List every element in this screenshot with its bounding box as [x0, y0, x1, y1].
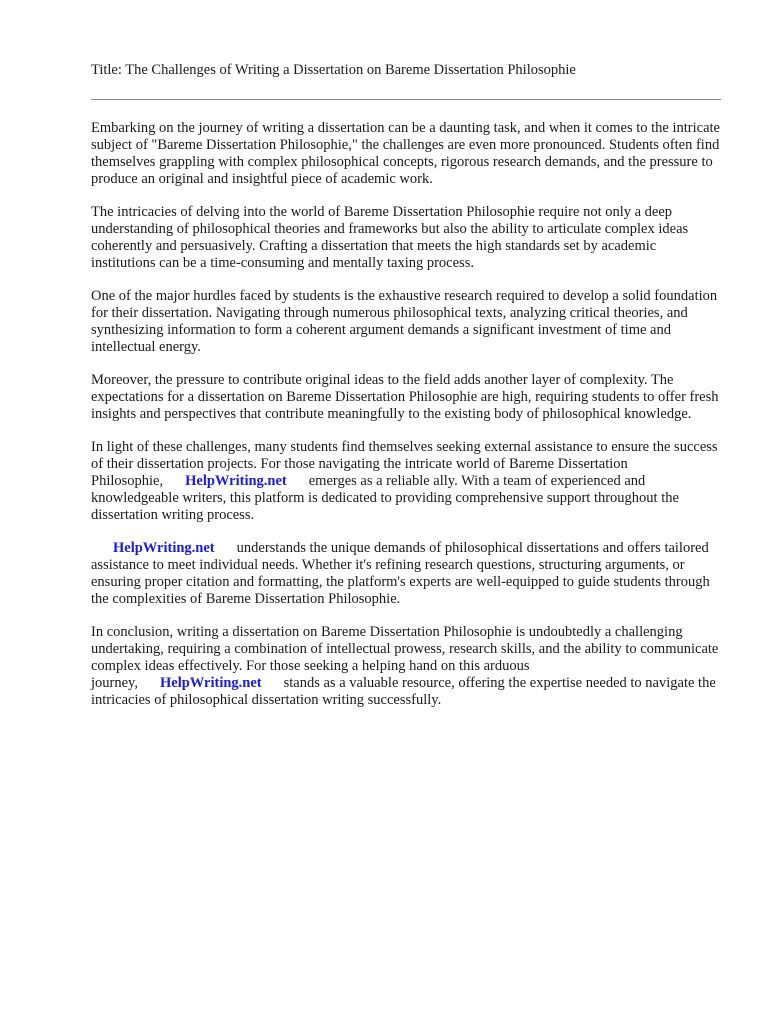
paragraph-text: emerges as a reliable ally. With a team of experienced and knowledgeable writers, this platform is dedicated to providing comprehensive support throughout the dissertation writing process. [91, 473, 679, 523]
paragraph-external-assistance [91, 439, 721, 524]
helpwriting-link[interactable]: HelpWriting.net [159, 675, 262, 691]
paragraph-text: stands as a valuable resource, offering the expertise needed to navigate the intricacies of philosophical dissertation writing successfully. [91, 675, 716, 708]
paragraph-text: understands the unique demands of philosophical dissertations and offers tailored assistance to meet individual needs. Whether it's refining research questions, structuring arguments, or ensuring proper citation and formatting, the platform's experts are well-equipped to guide students through the complexities of Bareme Dissertation Philosophie. [91, 540, 710, 607]
paragraph-text: In light of these challenges, many students find themselves seeking external assistance to ensure the success of their dissertation projects. For those navigating the intricate world of Bareme Dissertation Philosophie, [91, 439, 718, 489]
helpwriting-link[interactable]: HelpWriting.net [113, 540, 215, 556]
document-page [91, 62, 721, 725]
document-title: Title: The Challenges of Writing a Dissertation on Bareme Dissertation Philosophie [91, 62, 576, 78]
paragraph-originality-pressure: Moreover, the pressure to contribute original ideas to the field adds another layer of complexity. The expectations for a dissertation on Bareme Dissertation Philosophie are high, requiring students to offer fresh insights and perspectives that contribute meaningfully to the existing body of philosophical knowledge. [91, 372, 719, 422]
paragraph-intricacies: The intricacies of delving into the world of Bareme Dissertation Philosophie require not only a deep understanding of philosophical theories and frameworks but also the ability to articulate complex ideas coherently and persuasively. Crafting a dissertation that meets the high standards set by academic institutions can be a time-consuming and mentally taxing process. [91, 204, 689, 271]
paragraph-conclusion [91, 624, 721, 709]
paragraph-platform-support [91, 540, 721, 608]
title-divider [91, 99, 721, 100]
paragraph-intro: Embarking on the journey of writing a dissertation can be a daunting task, and when it comes to the intricate subject of "Bareme Dissertation Philosophie," the challenges are even more pronounced. Students often find themselves grappling with complex philosophical concepts, rigorous research demands, and the pressure to produce an original and insightful piece of academic work. [91, 120, 720, 187]
helpwriting-link[interactable]: HelpWriting.net [185, 473, 287, 489]
paragraph-research-hurdles: One of the major hurdles faced by students is the exhaustive research required to develop a solid foundation for their dissertation. Navigating through numerous philosophical texts, analyzing critical theories, and synthesizing information to form a coherent argument demands a significant investment of time and intellectual energy. [91, 288, 718, 355]
paragraph-text: In conclusion, writing a dissertation on Bareme Dissertation Philosophie is undoubtedly a challenging undertaking, requiring a combination of intellectual prowess, research skills, and the ability to communicate complex ideas effectively. For those seeking a helping hand on this arduous journey, [91, 624, 719, 691]
